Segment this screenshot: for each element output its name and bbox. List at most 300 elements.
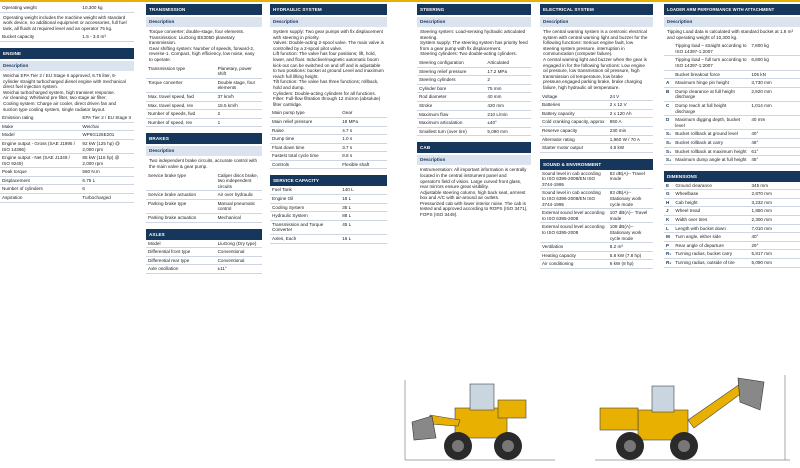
table-row xyxy=(540,93,653,101)
row-letter xyxy=(664,56,673,70)
table-row xyxy=(664,190,800,199)
row-value: Conventional xyxy=(216,248,262,257)
row-label: Tipping load – full turn according to ISO 14397-1:2007 xyxy=(673,56,749,70)
row-label: Length with bucket down xyxy=(673,224,749,233)
row-label: Voltage xyxy=(540,93,608,101)
table-row xyxy=(664,101,800,115)
row-letter: M xyxy=(664,233,673,242)
table-row xyxy=(664,198,800,207)
row-value: 18 L xyxy=(340,195,387,204)
table-row xyxy=(270,212,387,221)
table-row xyxy=(146,92,262,101)
row-label: Turning radius, outside of tire xyxy=(673,259,749,268)
table-row xyxy=(664,241,800,250)
row-label: Cylinder bore xyxy=(417,84,485,93)
row-letter: R₂ xyxy=(664,259,673,268)
table-row xyxy=(540,170,653,189)
row-label: Transmission and Torque Converter xyxy=(270,220,340,234)
row-letter: R₁ xyxy=(664,250,673,259)
row-value: 24 V xyxy=(608,93,653,101)
row-value: 5,090 mm xyxy=(485,127,531,136)
row-value: 2 xyxy=(216,110,262,119)
table-row xyxy=(270,143,387,152)
loader-side-view-drawing xyxy=(400,370,560,466)
table-row xyxy=(270,195,387,204)
table-row xyxy=(0,139,134,153)
table-row xyxy=(146,199,262,213)
row-value: 140 L xyxy=(340,186,387,194)
table-row xyxy=(270,220,387,234)
table-row xyxy=(270,203,387,212)
row-label: Bucket rollback at maximum height xyxy=(673,147,749,156)
row-label: Controls xyxy=(270,160,340,169)
row-value: LiuGong (Dry type) xyxy=(216,240,262,248)
electrical-description: The central warning system is a centronic electrical system with central warning light and buzzer for the following functions: Serious engine fault, low steering system pressure, interruption in communication (computer failure). A central warning light and buzzer when the gear is engaged in for the following functions: Low engine oil pressure, low transmission oil pressure, high transmission oil temperature, low brake pressure,engaged parking brake, brake charging failure, high hydraulic oil temperature. xyxy=(543,29,648,90)
table-row xyxy=(417,110,531,119)
electrical-table xyxy=(540,93,653,153)
sound-table xyxy=(540,170,653,269)
row-label: Alternator rating xyxy=(540,135,608,144)
row-value: Caliper discs brake, two independent circuits xyxy=(216,172,262,191)
row-value: 17.2 MPa xyxy=(485,67,531,76)
row-value: EPA Tier 2 / EU Stage II xyxy=(80,114,134,122)
row-value: 4.7 s xyxy=(340,126,387,135)
row-value: 92 kW (125 hp) @ 2,000 rpm xyxy=(80,139,134,153)
row-letter xyxy=(664,42,673,56)
row-value: 7,800 kg xyxy=(749,42,800,56)
row-value: 8.2 m³ xyxy=(608,243,653,252)
table-row xyxy=(0,194,134,203)
table-row xyxy=(417,127,531,136)
row-value: Planetary, power shift xyxy=(216,65,262,79)
row-value: 45° xyxy=(749,156,800,165)
row-value: WP6G125E201 xyxy=(80,131,134,140)
row-value: 5,817 mm xyxy=(749,250,800,259)
row-label: Model xyxy=(146,240,216,248)
dimensions-table xyxy=(664,182,800,268)
table-row xyxy=(664,130,800,139)
bucket-table xyxy=(0,33,134,42)
row-value: 1,960 W / 70 A xyxy=(608,135,653,144)
row-label: Parking brake actuation xyxy=(146,214,216,223)
table-row xyxy=(270,235,387,244)
row-value: 29° xyxy=(749,241,800,250)
row-label: Transmission type xyxy=(146,65,216,79)
table-row xyxy=(270,126,387,135)
row-label: Cooling System xyxy=(270,203,340,212)
row-value: 40 mm xyxy=(485,93,531,102)
weight-table xyxy=(0,4,134,13)
row-label: Cold cranking capacity, approx xyxy=(540,118,608,127)
row-value: Mechanical xyxy=(216,214,262,223)
brakes-header: BRAKES xyxy=(146,133,262,144)
row-value: 1 xyxy=(216,118,262,127)
row-label: Axle oscillation xyxy=(146,265,216,274)
steering-description: Steering system: Load-sensing hydraulic articulated steering. System supply: The steering system has priority feed from a gear pump with fix displacement. Steering cylinders: Two double-acting cylinders. xyxy=(420,29,528,57)
row-label: Maximum articulation xyxy=(417,119,485,128)
table-row xyxy=(0,114,134,122)
table-row xyxy=(664,138,800,147)
row-value: Turbocharged xyxy=(80,194,134,203)
axles-header: AXLES xyxy=(146,229,262,240)
row-label: Sound level in cab according to ISO 6396-2008/EN ISO 3744-1995 xyxy=(540,189,608,209)
row-value: 7,010 mm xyxy=(749,224,800,233)
row-value: 37 km/h xyxy=(216,92,262,101)
table-row xyxy=(146,248,262,257)
table-row xyxy=(417,93,531,102)
table-row xyxy=(417,84,531,93)
column-electrical xyxy=(540,4,653,269)
table-row xyxy=(270,160,387,169)
row-value: 2,300 mm xyxy=(749,216,800,225)
table-row xyxy=(664,224,800,233)
row-letter: S₂ xyxy=(664,138,673,147)
row-value: 6.75 L xyxy=(80,176,134,185)
row-letter: G xyxy=(664,190,673,199)
row-value: ±40° xyxy=(485,119,531,128)
engine-table xyxy=(0,114,134,203)
row-label: Steering cylinders xyxy=(417,76,485,85)
table-row xyxy=(0,131,134,140)
row-label: Smallest turn (over tire) xyxy=(417,127,485,136)
column-transmission xyxy=(146,4,262,274)
table-row xyxy=(664,79,800,88)
row-label: Heating capacity xyxy=(540,251,608,260)
hydraulic-description-label: Description xyxy=(270,17,387,27)
table-row xyxy=(270,135,387,144)
electrical-header: ELECTRICAL SYSTEM xyxy=(540,4,653,15)
row-label: Number of cylinders xyxy=(0,185,80,194)
row-label: Max. travel speed, rev xyxy=(146,101,216,110)
column-weight-engine xyxy=(0,4,134,203)
row-label: Main relief pressure xyxy=(270,117,340,126)
table-row xyxy=(664,233,800,242)
table-row xyxy=(146,265,262,274)
row-value: 6 kW (8 hp) xyxy=(608,260,653,269)
row-value: 3.7 s xyxy=(340,143,387,152)
loader-raised-bucket-drawing xyxy=(590,370,795,468)
row-label: Starter motor output xyxy=(540,144,608,153)
table-row xyxy=(270,117,387,126)
table-row xyxy=(540,251,653,260)
row-value: 6,800 kg xyxy=(749,56,800,70)
row-label: Dump time xyxy=(270,135,340,144)
service-capacity-table xyxy=(270,186,387,243)
row-letter: A xyxy=(664,79,673,88)
row-label: Bucket breakout force xyxy=(673,70,749,79)
row-label: Batteries xyxy=(540,101,608,110)
row-label: Hydraulic System xyxy=(270,212,340,221)
row-label: Air conditioning xyxy=(540,260,608,269)
table-row xyxy=(146,240,262,248)
row-value: 83 dB(A)-- Stationary work cycle mode xyxy=(608,189,653,209)
row-label: Steering configuration xyxy=(417,59,485,67)
row-letter: S₄ xyxy=(664,156,673,165)
table-row xyxy=(417,67,531,76)
row-label: Aspiration xyxy=(0,194,80,203)
row-label: Make xyxy=(0,122,80,131)
row-letter: B xyxy=(664,87,673,101)
sound-header: SOUND & ENVIRONMENT xyxy=(540,159,653,170)
row-value: 2 xyxy=(485,76,531,85)
row-label: Maximum dump angle at full height xyxy=(673,156,749,165)
row-label: Sound level in cab according to ISO 6396-2008/EN ISO 3744-1995 xyxy=(540,170,608,189)
row-value: 16 L xyxy=(340,235,387,244)
transmission-header: TRANSMISSION xyxy=(146,4,262,15)
row-value: 4.8 kW xyxy=(608,144,653,153)
table-row xyxy=(664,156,800,165)
row-letter: D xyxy=(664,116,673,130)
row-value: 3,232 mm xyxy=(749,198,800,207)
row-label: Service brake type xyxy=(146,172,216,191)
row-label: Differential front type xyxy=(146,248,216,257)
steering-table xyxy=(417,59,531,136)
row-label: Width over tires xyxy=(673,216,749,225)
table-row xyxy=(664,87,800,101)
table-row xyxy=(146,65,262,79)
column-hydraulic xyxy=(270,4,387,244)
row-label: Number of speeds, fwd xyxy=(146,110,216,119)
table-row xyxy=(270,152,387,161)
bucket-capacity-label: Bucket capacity xyxy=(0,33,80,41)
table-row xyxy=(0,122,134,131)
row-label: Differential rear type xyxy=(146,256,216,265)
table-row xyxy=(270,186,387,194)
brakes-table xyxy=(146,172,262,223)
row-value: 85 kW (116 hp) @ 2,000 rpm xyxy=(80,154,134,168)
loader-arm-description: Tipping Load data is calculated with standard bucket at 1.8 m³ and operating weight of 10,300 kg. xyxy=(667,29,793,40)
row-label: Raise xyxy=(270,126,340,135)
row-label: Main pump type xyxy=(270,109,340,117)
row-value: 2 x 120 Ah xyxy=(608,109,653,118)
column-loader-arm xyxy=(664,4,800,268)
row-value: 3,730 mm xyxy=(749,79,800,88)
row-value: 82 dB(A)-- Travel mode xyxy=(608,170,653,189)
row-label: Cab height xyxy=(673,198,749,207)
table-row xyxy=(664,56,800,70)
row-value: Gear xyxy=(340,109,387,117)
row-value: 48° xyxy=(749,138,800,147)
table-row xyxy=(664,259,800,268)
bucket-capacity-value: 1.5 - 3.0 m³ xyxy=(80,33,134,41)
hydraulic-header: HYDRAULIC SYSTEM xyxy=(270,4,387,15)
weight-description: Operating weight includes the machine weight with standard work device, no additional equipment or accessories, full fuel tank, all fluids at required level and an operator 75 kg. xyxy=(3,14,127,31)
row-label: Maximum hinge pin height xyxy=(673,79,749,88)
hydraulic-table xyxy=(270,109,387,169)
table-row xyxy=(664,250,800,259)
row-letter: K xyxy=(664,216,673,225)
row-value: 40 mm xyxy=(749,116,800,130)
row-value: Flexible shaft xyxy=(340,160,387,169)
row-letter xyxy=(664,70,673,79)
table-row xyxy=(146,118,262,127)
row-value: 107 dB(A)-- Travel mode xyxy=(608,209,653,223)
transmission-description: Torque converter: double-stage, four elements. Transmission: LiuGong BS305D planetary transmission. Gear shifting system: Number of speeds, forward-2, reverse-1. Compact, high efficiency, low noise, easy to operate. xyxy=(149,29,255,62)
row-label: Maximum digging depth, bucket level xyxy=(673,116,749,130)
table-row xyxy=(0,154,134,168)
table-row xyxy=(540,209,653,223)
row-label: Ventilation xyxy=(540,243,608,252)
row-letter: S₃ xyxy=(664,147,673,156)
table-row xyxy=(540,118,653,127)
table-row xyxy=(540,109,653,118)
row-label: Turn angle, either side xyxy=(673,233,749,242)
row-label: Engine Oil xyxy=(270,195,340,204)
table-row xyxy=(270,109,387,117)
row-label: Operating weight xyxy=(0,4,80,12)
table-row xyxy=(0,176,134,185)
table-row xyxy=(540,243,653,252)
row-letter: H xyxy=(664,198,673,207)
row-value: 420 mm xyxy=(485,101,531,110)
row-label: Rod diameter xyxy=(417,93,485,102)
row-label: Dump clearance at full height discharge xyxy=(673,87,749,101)
row-value: 345 mm xyxy=(749,182,800,190)
row-value: 6 xyxy=(80,185,134,194)
row-value: 210 L/min xyxy=(485,110,531,119)
row-value: 75 mm xyxy=(485,84,531,93)
table-row xyxy=(146,256,262,265)
row-label: Torque converter xyxy=(146,78,216,92)
row-label: Model xyxy=(0,131,80,140)
hydraulic-description: System supply: Two gear pumps with fix displacement with steering in priority. Valves: Double-acting 2-spool valve. The main valve is controlled by a 2-spool pilot valve. Lift function: The valve has four positions; lift, hold, lower, and float. Inductive/magnetic automatic boom kick-out can be switched on and off and is adjustable to two positions: bucket at ground Level and maximum reach full lifting height. Tilt function: The valve has three functions; rollback, hold and dump. Cylinders: Double-acting cylinders for all functions. Filter: Full-flow filtration through 12 micron (absolute) filter cartridge. xyxy=(273,29,384,107)
top-accent-bar xyxy=(0,0,800,2)
row-value: 1,850 mm xyxy=(749,207,800,216)
table-row xyxy=(146,172,262,191)
row-label: Fuel Tank xyxy=(270,186,340,194)
table-row xyxy=(664,116,800,130)
engine-header: ENGINE xyxy=(0,48,134,59)
row-letter: P xyxy=(664,241,673,250)
row-label: Stroke xyxy=(417,101,485,110)
row-label: Maximum flow xyxy=(417,110,485,119)
row-label: Parking brake type xyxy=(146,199,216,213)
steering-header: STEERING xyxy=(417,4,531,15)
loader-arm-description-label: Description xyxy=(664,17,800,27)
table-row xyxy=(540,260,653,269)
table-row xyxy=(417,119,531,128)
table-row xyxy=(0,185,134,194)
row-label: Bucket rollback at carry xyxy=(673,138,749,147)
table-row xyxy=(0,4,134,12)
row-value: 88 L xyxy=(340,212,387,221)
row-label: Wheel tread xyxy=(673,207,749,216)
table-row xyxy=(146,101,262,110)
row-value: 850 A xyxy=(608,118,653,127)
table-row xyxy=(417,101,531,110)
table-row xyxy=(417,76,531,85)
table-row xyxy=(664,147,800,156)
row-label: External sound level according to ISO 6395-2008 xyxy=(540,209,608,223)
row-value: 40° xyxy=(749,130,800,139)
row-value: 2 x 12 V xyxy=(608,101,653,110)
table-row xyxy=(540,126,653,135)
table-row xyxy=(540,189,653,209)
service-capacity-header: SERVICE CAPACITY xyxy=(270,175,387,186)
row-letter: L xyxy=(664,224,673,233)
row-label: Ground clearance xyxy=(673,182,749,190)
row-label: Dump reach at full height discharge xyxy=(673,101,749,115)
table-row xyxy=(664,70,800,79)
row-label: Emission rating xyxy=(0,114,80,122)
row-value: 1.0 s xyxy=(340,135,387,144)
row-label: Fastest total cycle time xyxy=(270,152,340,161)
row-label: External sound level according to ISO 6395-2008 xyxy=(540,223,608,243)
row-value: Double stage, four elements xyxy=(216,78,262,92)
row-value: 61° xyxy=(749,147,800,156)
table-row xyxy=(540,101,653,110)
row-value: 15.5 km/h xyxy=(216,101,262,110)
transmission-table xyxy=(146,65,262,128)
row-label: Max. travel speed, fwd xyxy=(146,92,216,101)
engine-description-label: Description xyxy=(0,61,134,71)
row-label: Tipping load – straight according to ISO 14397-1:2007 xyxy=(673,42,749,56)
cab-description: Instrumentation: All important information is centrally located in the central instrument panel and operator's field of vision. Large curved front glass, rear mirrors ensure great visibility. Adjustable steering column, high back seat, armrest box and A/C with air-around air outlets. Pressurized cab with lower interior noise. The cab is tested and approved according to ROPS (ISO 3471), FOPS (ISO 3449). xyxy=(420,167,528,218)
row-label: Engine output - Gross (SAE J1995 / ISO 14396) xyxy=(0,139,80,153)
row-label: Number of speed, rev xyxy=(146,118,216,127)
table-row xyxy=(146,214,262,223)
row-value: 40° xyxy=(749,233,800,242)
loader-arm-table xyxy=(664,42,800,165)
table-row xyxy=(540,223,653,243)
row-letter: C xyxy=(664,101,673,115)
table-row xyxy=(664,207,800,216)
row-value: Air over hydraulic xyxy=(216,191,262,200)
row-label: Engine output - Net (SAE J1349 / ISO 9249) xyxy=(0,154,80,168)
row-label: Reserve capacity xyxy=(540,126,608,135)
row-value: 2,870 mm xyxy=(749,190,800,199)
brakes-description: Two independent brake circuits, accurate control with the main valve & gear pump. xyxy=(149,158,258,169)
row-label: Steering relief pressure xyxy=(417,67,485,76)
table-row xyxy=(664,216,800,225)
row-value: Weichai xyxy=(80,122,134,131)
row-value: 5,090 mm xyxy=(749,259,800,268)
row-letter: J xyxy=(664,207,673,216)
table-row xyxy=(146,110,262,119)
row-value: 35 L xyxy=(340,203,387,212)
row-label: Service brake actuation xyxy=(146,191,216,200)
steering-description-label: Description xyxy=(417,17,531,27)
column-steering xyxy=(417,4,531,220)
electrical-description-label: Description xyxy=(540,17,653,27)
row-value: Articulated xyxy=(485,59,531,67)
table-row xyxy=(0,33,134,41)
row-label: Float down time xyxy=(270,143,340,152)
row-value: Manual pneumatic control xyxy=(216,199,262,213)
row-value: 108 dB(A)-- Stationary work cycle mode xyxy=(608,223,653,243)
row-letter: S₁ xyxy=(664,130,673,139)
row-value: 8.8 s xyxy=(340,152,387,161)
row-value: 5.8 kW (7.8 hp) xyxy=(608,251,653,260)
row-label: Battery capacity xyxy=(540,109,608,118)
row-value: Conventional xyxy=(216,256,262,265)
row-value: 2,920 mm xyxy=(749,87,800,101)
row-value: 105 kN xyxy=(749,70,800,79)
row-label: Turning radius, bucket carry xyxy=(673,250,749,259)
row-value: 230 min xyxy=(608,126,653,135)
row-value: 18 MPa xyxy=(340,117,387,126)
row-value: 10,300 kg xyxy=(80,4,134,12)
row-letter: E xyxy=(664,182,673,190)
loader-arm-header: LOADER ARM PERFORMANCE WITH ATTACHMENT xyxy=(664,4,800,15)
dimensions-header: DIMENSIONS xyxy=(664,171,800,182)
row-label: Wheelbase xyxy=(673,190,749,199)
table-row xyxy=(664,42,800,56)
row-value: ±11° xyxy=(216,265,262,274)
row-label: Axles, Each xyxy=(270,235,340,244)
table-row xyxy=(664,182,800,190)
row-value: 45 L xyxy=(340,220,387,234)
